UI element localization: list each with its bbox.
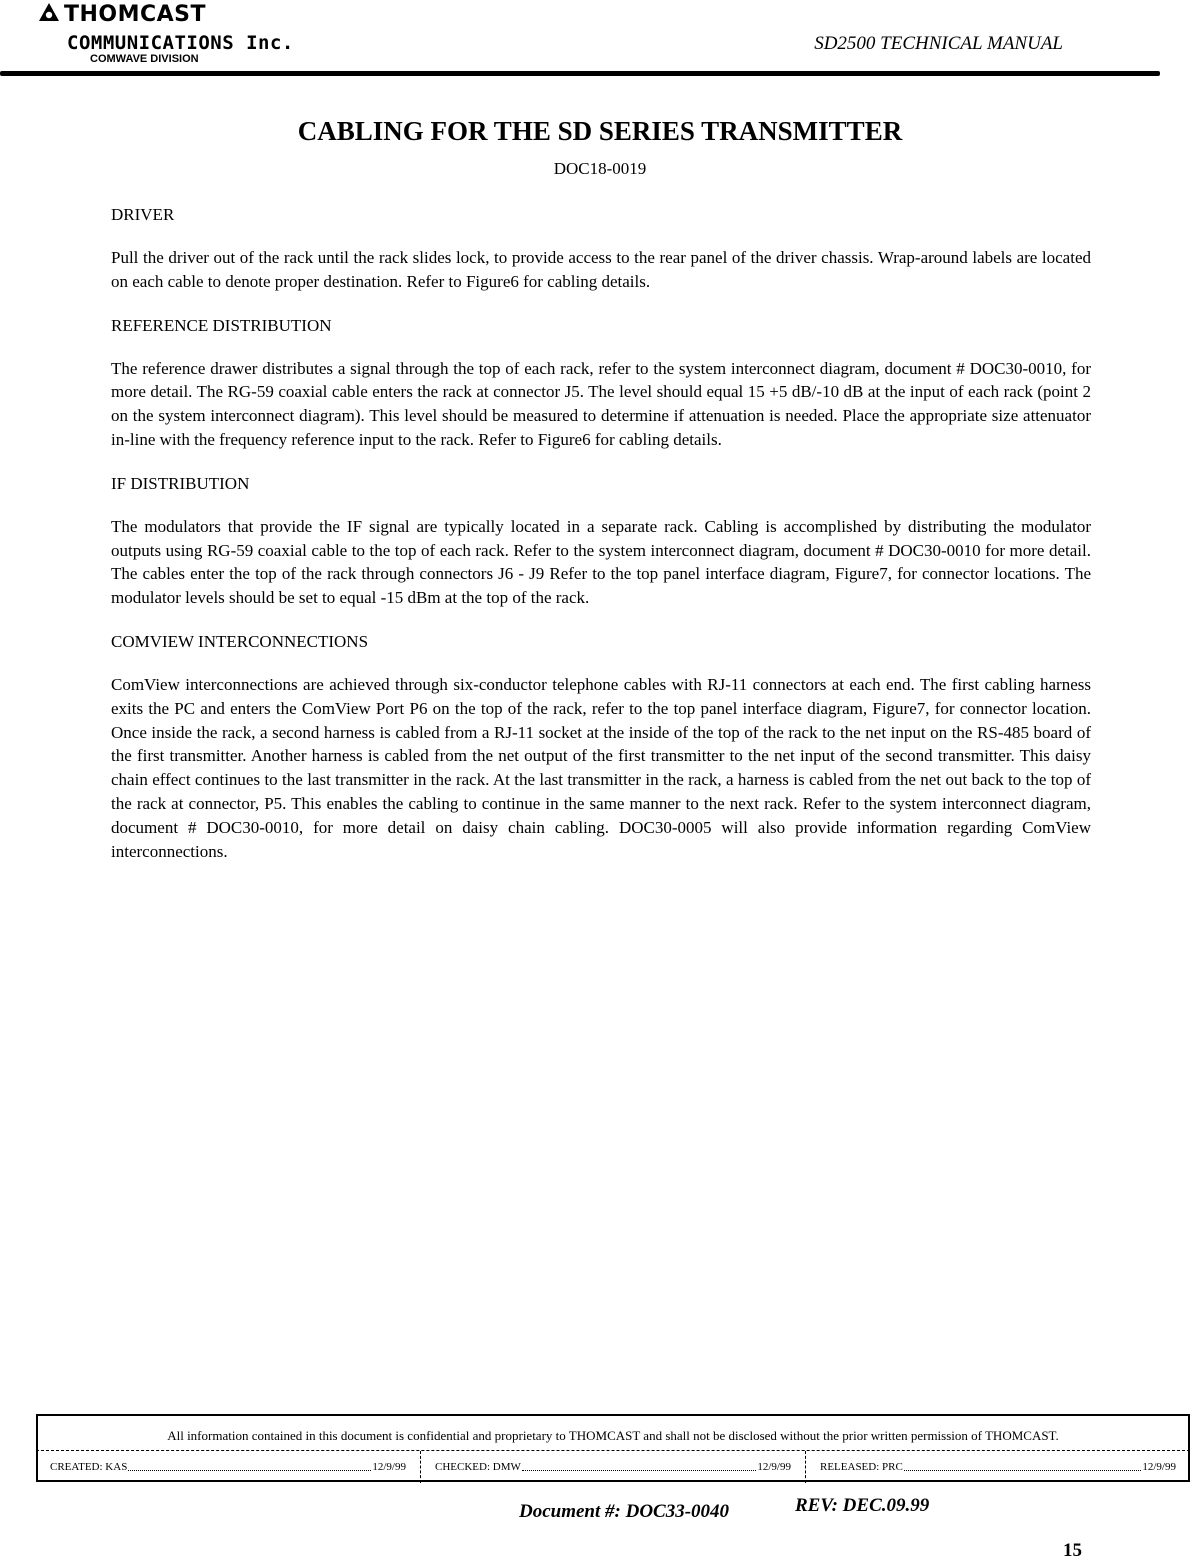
thomcast-logo-icon bbox=[38, 2, 60, 24]
company-logo bbox=[38, 2, 318, 68]
company-name: THOMCAST bbox=[64, 2, 207, 27]
document-body bbox=[111, 203, 1091, 883]
page-number: 15 bbox=[1063, 1540, 1082, 1561]
document-number: DOC18-0019 bbox=[553, 159, 647, 178]
section-paragraph-reference-distribution: The reference drawer distributes a signal through the top of each rack, refer to the system interconnect diagram, document # DOC30-0010, for more detail. The RG-59 coaxial cable enters the rack at connector J5. The level should equal 15 +5 dB/-10 dB at the input of each rack (point 2 on the system interconnect diagram). This level should be measured to determine if attenuation is needed. Place the appropriate size attenuator in-line with the frequency reference input to the rack. Refer to Figure6 for cabling details. bbox=[111, 358, 1091, 449]
section-heading-reference-distribution: REFERENCE DISTRIBUTION bbox=[111, 315, 332, 335]
revision: REV: DEC.09.99 bbox=[795, 1495, 930, 1516]
section-heading-comview-interconnections: COMVIEW INTERCONNECTIONS bbox=[111, 631, 369, 651]
created-label: CREATED: KAS bbox=[50, 1461, 128, 1473]
released-label: RELEASED: PRC bbox=[820, 1461, 903, 1473]
section-paragraph-if-distribution: The modulators that provide the IF signal are typically located in a separate rack. Cabling is accomplished by distributing the modulator outputs using RG-59 coaxial cable to the top of each rack. Refer to the system interconnect diagram, document # DOC30-0010 for more detail. The cables enter the top of the rack through connectors J6 - J9 Refer to the top panel interface diagram, Figure7, for connector locations. The modulator levels should be set to equal -15 dBm at the top of the rack. bbox=[111, 516, 1091, 608]
created-date: 12/9/99 bbox=[372, 1461, 406, 1473]
leader-dots bbox=[904, 1458, 1142, 1471]
leader-dots bbox=[128, 1458, 371, 1471]
section-heading-if-distribution: IF DISTRIBUTION bbox=[111, 473, 250, 493]
section-heading-driver: DRIVER bbox=[111, 205, 175, 224]
footer-approval-box bbox=[36, 1414, 1190, 1482]
checked-label: CHECKED: DMW bbox=[435, 1461, 521, 1473]
checked-date: 12/9/99 bbox=[757, 1461, 791, 1473]
section-paragraph-driver: Pull the driver out of the rack until the rack slides lock, to provide access to the rear panel of the driver chassis. Wrap-around labels are located on each cable to denote proper destination. Refer to Figure6 for cabling details. bbox=[111, 248, 1091, 291]
confidentiality-notice: All information contained in this document is confidential and proprietary to THOMCAST and shall not be disclosed without the prior written permission of THOMCAST. bbox=[167, 1428, 1059, 1443]
manual-title: SD2500 TECHNICAL MANUAL bbox=[814, 33, 1063, 54]
header-divider bbox=[0, 71, 1160, 76]
document-title: CABLING FOR THE SD SERIES TRANSMITTER bbox=[297, 116, 903, 146]
approval-row bbox=[36, 1450, 1190, 1483]
released-date: 12/9/99 bbox=[1142, 1461, 1176, 1473]
created-cell bbox=[36, 1451, 421, 1483]
released-cell bbox=[806, 1451, 1190, 1483]
leader-dots bbox=[522, 1458, 757, 1471]
document-id: Document #: DOC33-0040 bbox=[519, 1501, 730, 1522]
company-subtitle: COMMUNICATIONS Inc. bbox=[67, 32, 294, 54]
checked-cell bbox=[421, 1451, 806, 1483]
section-paragraph-comview-interconnections: ComView interconnections are achieved through six-conductor telephone cables with RJ-11 connectors at each end. The first cabling harness exits the PC and enters the ComView Port P6 on the top of the rack, refer to the top panel interface diagram, Figure7, for connector location. Once inside the rack, a second harness is cabled from a RJ-11 socket at the inside of the top of the rack to the net input on the RS-485 board of the first transmitter. Another harness is cabled from the net output of the first transmitter to the net input of the second transmitter. This daisy chain effect continues to the last transmitter in the rack. At the last transmitter in the rack, a harness is cabled from the net out back to the top of the rack at connector, P5. This enables the cabling to continue in the same manner to the next rack. Refer to the system interconnect diagram, document # DOC30-0010, for more detail on daisy chain cabling. DOC30-0005 will also provide information regarding ComView interconnections. bbox=[111, 674, 1091, 861]
company-division: COMWAVE DIVISION bbox=[90, 53, 199, 65]
